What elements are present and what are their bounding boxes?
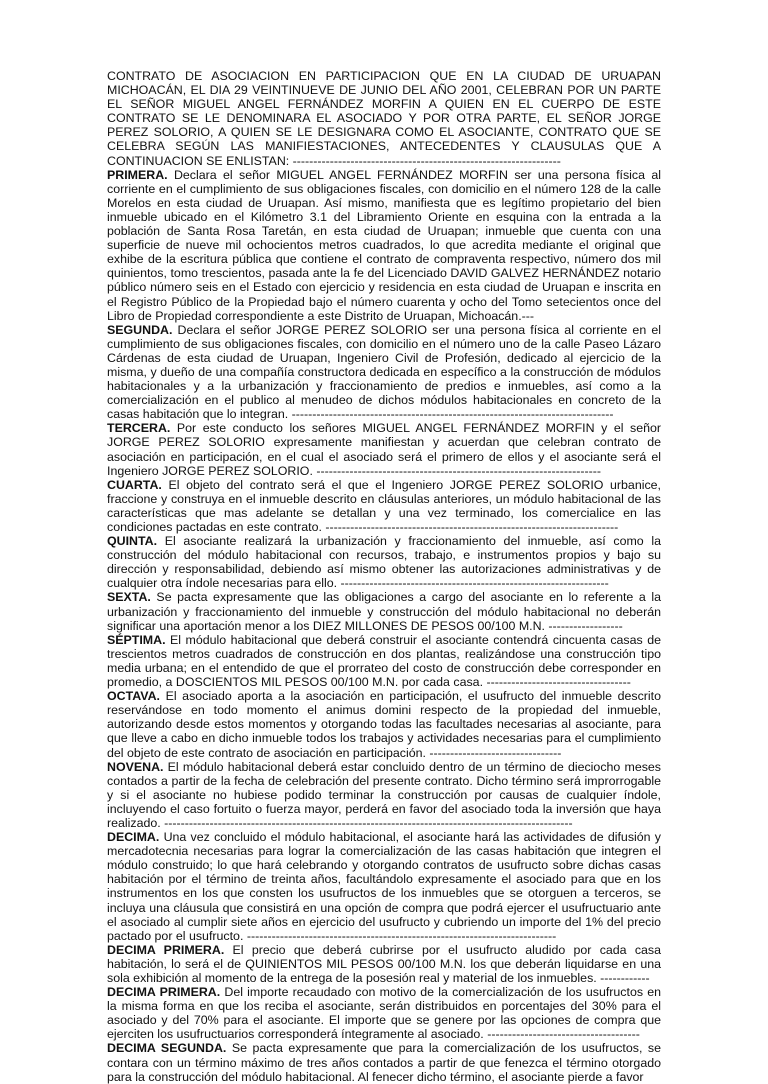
- clause-paragraph: [107, 985, 661, 1041]
- clause-heading: SEGUNDA.: [107, 322, 173, 337]
- clause-paragraph: [107, 760, 661, 830]
- clause-heading: NOVENA.: [107, 759, 164, 774]
- clause-heading: SÉPTIMA.: [107, 632, 166, 647]
- clause-text: Se pacta expresamente que las obligaciones a cargo del asociante en lo referente a la urbanización y fraccionamiento del inmueble y construcción del módulo habitacional no deberán significar una aportación menor a los DIEZ MILLONES DE PESOS 00/100 M.N. ------------------: [107, 590, 661, 633]
- clause-paragraph: [107, 478, 661, 534]
- clause-heading: DECIMA PRIMERA.: [107, 985, 221, 1000]
- clause-heading: DECIMA PRIMERA.: [107, 942, 225, 957]
- clause-text: El objeto del contrato será el que el Ingeniero JORGE PEREZ SOLORIO urbanice, fraccione y construya en el inmueble descrito en cláusulas anteriores, un módulo habitacional de las características que mas adelante se detallan y una vez terminado, los comercialice en las condiciones pactadas en este contrato. -----------------------------------------------------------------------: [107, 477, 661, 534]
- clause-paragraph: [107, 421, 661, 477]
- clause-paragraph: [107, 168, 661, 323]
- clause-text: Una vez concluido el módulo habitacional, el asociante hará las actividades de difusión y mercadotecnia necesarias para lograr la comercialización de las casas habitación que integren el módulo construido; lo que hará celebrando y otorgando contratos de usufructo sobre dichas casas habitación por el término de treinta años, facultándolo expresamente el asociado para que en los instrumentos en los que consten los usufructos de los inmuebles que se otorguen a terceros, se incluya una cláusula que consistirá en una opción de compra que podrá ejercer el usufructuario ante el asociado al cumplir siete años en ejercicio del usufructo y cubriendo un importe del 1% del precio pactado por el usufructo. ---------------------------------------------------------------------------: [107, 830, 661, 943]
- clause-heading: QUINTA.: [107, 534, 158, 549]
- clause-heading: OCTAVA.: [107, 689, 160, 704]
- clause-text: Por este conducto los señores MIGUEL ANGEL FERNÁNDEZ MORFIN y el señor JORGE PEREZ SOLORIO expresamente manifiestan y acuerdan que celebran contrato de asociación en participación, en el cual el asociado será el primero de ellos y el asociante será el Ingeniero JORGE PEREZ SOLORIO. ---------------------------------------------------------------------: [107, 421, 661, 478]
- clause-paragraph: [107, 633, 661, 689]
- clause-paragraph: [107, 1041, 661, 1083]
- clause-text: Se pacta expresamente que para la comercialización de los usufructos, se contara con un término máximo de tres años contados a partir de que fenezca el término otorgado para la construcción del módulo habitacional. Al fenecer dicho término, el asociante pierde a favor: [107, 1041, 661, 1084]
- clause-heading: DECIMA.: [107, 830, 160, 845]
- clause-paragraph: [107, 830, 661, 943]
- clause-text: El asociado aporta a la asociación en participación, el usufructo del inmueble descrito reservándose en todo momento el animus domini respecto de la propiedad del inmueble, autorizando desde estos momentos y otorgando todas las facultades necesarias al asociante, para que lleve a cabo en dicho inmueble todos los trabajos y actividades necesarias para el cumplimiento del objeto de este contrato de asociación en participación. --------------------------------: [107, 689, 661, 760]
- clause-text: Del importe recaudado con motivo de la comercialización de los usufructos en la misma forma en que los reciba el asociante, serán distribuidos en porcentajes del 30% para el asociado y del 70% para el asociante. El importe que se genere por las opciones de compra que ejerciten los usufructuarios corresponderá íntegramente al asociado. -------------------------------------: [107, 985, 662, 1042]
- clause-paragraph: [107, 534, 661, 590]
- clause-text: El módulo habitacional deberá estar concluido dentro de un término de dieciocho meses contados a partir de la fecha de celebración del presente contrato. Dicho término será improrrogable y si el asociante no hubiese podido terminar la construcción por causas de cualquier índole, incluyendo el caso fortuito o fuerza mayor, perderá en favor del asociado toda la inversión que haya realizado. ---------------------------------------------------------------------------------------------------: [107, 759, 661, 830]
- clause-heading: DECIMA SEGUNDA.: [107, 1041, 227, 1056]
- clause-text: El asociante realizará la urbanización y fraccionamiento del inmueble, así como la construcción del módulo habitacional con recursos, trabajo, e instrumentos propios y bajo su dirección y responsabilidad, debiendo así mismo obtener las autorizaciones administrativas y de cualquier otra índole necesarias para ello. -----------------------------------------------------------------: [107, 534, 661, 591]
- clause-paragraph: [107, 943, 661, 985]
- clause-paragraph: [107, 689, 661, 759]
- clause-text: Declara el señor JORGE PEREZ SOLORIO ser una persona física al corriente en el cumplimiento de sus obligaciones fiscales, con domicilio en el número uno de la calle Paseo Lázaro Cárdenas de esta ciudad de Uruapan, Ingeniero Civil de Profesión, dedicado al ejercicio de la misma, y dueño de una compañía constructora dedicada en específico a la construcción de módulos habitacionales y a la urbanización y fraccionamiento de predios e inmuebles, así como a la comercialización en el publico al menudeo de dichos módulos habitacionales en concreto de la casas habitación que lo integran. ------------------------------------------------------------------------------: [107, 322, 661, 422]
- clause-heading: SEXTA.: [107, 590, 151, 605]
- clause-paragraph: [107, 590, 661, 632]
- clause-heading: PRIMERA.: [107, 167, 168, 182]
- clause-heading: TERCERA.: [107, 421, 171, 436]
- clause-heading: CUARTA.: [107, 477, 162, 492]
- clause-text: Declara el señor MIGUEL ANGEL FERNÁNDEZ MORFIN ser una persona física al corriente en el cumplimiento de sus obligaciones fiscales, con domicilio en el número 128 de la calle Morelos en esta ciudad de Uruapan. Así mismo, manifiesta que es legítimo propietario del bien inmueble ubicado en el Kilómetro 3.1 del Libramiento Oriente en esquina con la entrada a la población de Santa Rosa Taretán, en esta ciudad de Uruapan; inmueble que cuenta con una superficie de nueve mil ochocientos metros cuadrados, lo que acredita mediante el original que exhibe de la escritura pública que contiene el contrato de compraventa respectivo, número dos mil quinientos, tomo trescientos, pasada ante la fe del Licenciado DAVID GALVEZ HERNÁNDEZ notario público número seis en el Estado con ejercicio y residencia en esta ciudad de Uruapan e inscrita en el Registro Público de la Propiedad bajo el número cuarenta y ocho del Tomo setecientos once del Libro de Propiedad correspondiente a este Distrito de Uruapan, Michoacán.---: [107, 167, 661, 323]
- clause-text: El módulo habitacional que deberá construir el asociante contendrá cincuenta casas de trescientos metros cuadrados de construcción en dos plantas, realizándose una construcción tipo media urbana; en el entendido de que el prorrateo del costo de construcción debe corresponder en promedio, a DOSCIENTOS MIL PESOS 00/100 M.N. por cada casa. -----------------------------------: [107, 632, 661, 690]
- clause-list: [107, 168, 661, 1084]
- clause-text: El precio que deberá cubrirse por el usufructo aludido por cada casa habitación, lo será el de QUINIENTOS MIL PESOS 00/100 M.N. los que deberán liquidarse en una sola exhibición al momento de la entrega de la posesión real y material de los inmuebles. ------------: [107, 942, 662, 985]
- clause-paragraph: [107, 323, 661, 422]
- contract-document: [107, 69, 661, 1084]
- contract-intro: CONTRATO DE ASOCIACION EN PARTICIPACION QUE EN LA CIUDAD DE URUAPAN MICHOACÁN, EL DIA 29 VEINTINUEVE DE JUNIO DEL AÑO 2001, CELEBRAN POR UN PARTE EL SEÑOR MIGUEL ANGEL FERNÁNDEZ MORFIN A QUIEN EN EL CUERPO DE ESTE CONTRATO SE LE DENOMINARA EL ASOCIADO Y POR OTRA PARTE, EL SEÑOR JORGE PEREZ SOLORIO, A QUIEN SE LE DESIGNARA COMO EL ASOCIANTE, CONTRATO QUE SE CELEBRA SEGÚN LAS MANIFIESTACIONES, ANTECEDENTES Y CLAUSULAS QUE A CONTINUACION SE ENLISTAN: -----------------------------------------------------------------: [107, 69, 661, 168]
